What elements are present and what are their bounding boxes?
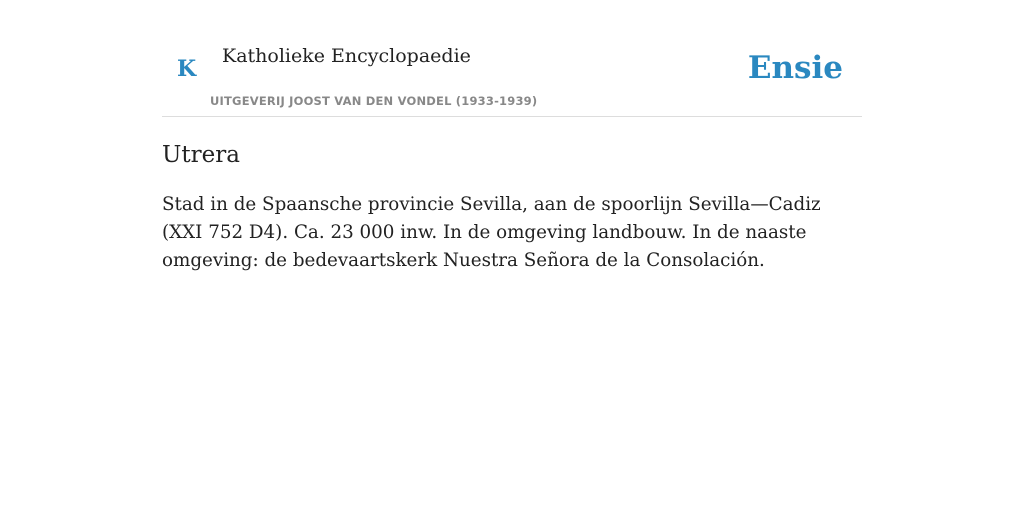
book-logo[interactable]: K — [177, 56, 197, 82]
entry-title: Utrera — [162, 142, 240, 168]
site-header — [162, 0, 862, 117]
book-title-link[interactable]: Katholieke Encyclopaedie — [222, 45, 471, 67]
publisher-label: UITGEVERIJ JOOST VAN DEN VONDEL (1933-1939) — [210, 94, 538, 108]
entry-content — [162, 141, 862, 275]
page — [162, 0, 862, 275]
ensie-logo-link[interactable]: Ensie — [747, 50, 843, 86]
entry-body: Stad in de Spaansche provincie Sevilla, aan de spoorlijn Sevilla—Cadiz (XXI 752 D4). Ca. 23 000 inw. In de omgeving landbouw. In de naaste omgeving: de bedevaartskerk Nuestra Señora de la Consolación. — [162, 194, 821, 271]
